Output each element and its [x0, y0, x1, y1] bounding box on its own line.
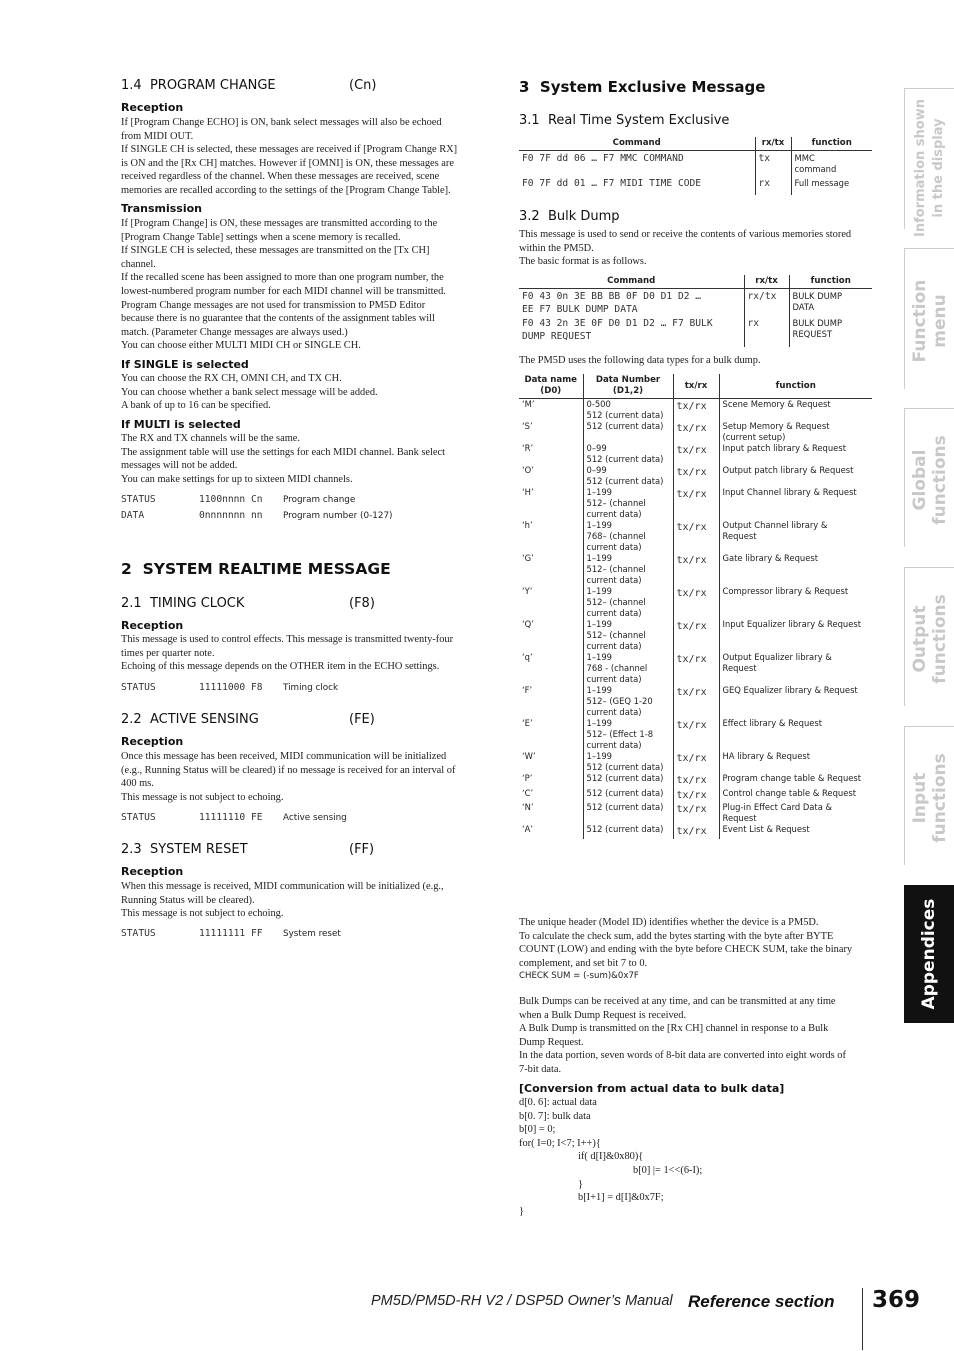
column-header: function [791, 137, 872, 151]
multi-label: If MULTI is selected [121, 418, 241, 431]
single-text [121, 372, 378, 413]
data-name-cell: ‘O’ [522, 465, 534, 475]
text-line: 512 (current data) [586, 802, 664, 812]
text-line: You can choose whether a bank select message will be added. [121, 386, 378, 398]
data-number-cell [583, 718, 673, 751]
section-1-4-heading: 1.4 PROGRAM CHANGE (Cn) [121, 78, 377, 93]
text-line: Request [722, 813, 757, 823]
text-line: When this message is received, MIDI communication will be initialized (e.g., [121, 881, 444, 892]
txrx-cell: tx/rx [673, 619, 719, 652]
code-line: b[0. 7]: bulk data [519, 1110, 591, 1122]
function-cell [719, 824, 872, 839]
text-line: Program change table & Request [722, 773, 862, 783]
data-number-cell [583, 802, 673, 824]
text-line: 768 - (channel [586, 663, 648, 673]
tab-label: Information shown in the display [913, 99, 946, 237]
text-line: 512 (current data) [586, 773, 664, 783]
txrx-cell: tx/rx [673, 751, 719, 773]
text-line: current data) [586, 608, 642, 618]
text-line: current data) [586, 575, 642, 585]
txrx-cell: tx/rx [673, 586, 719, 619]
transmission-label: Transmission [121, 202, 203, 215]
text-line: 0–99 [586, 443, 607, 453]
text-line: If [Program Change ECHO] is ON, bank select messages will also be echoed [121, 117, 442, 128]
column-header: Command [519, 137, 755, 151]
txrx-cell: tx/rx [673, 824, 719, 839]
text-line: memories are recalled according to the settings of the [Program Change Table]. [121, 184, 451, 196]
tab-global-functions[interactable] [904, 408, 954, 547]
text-line: Control change table & Request [722, 787, 857, 798]
text-line: times per quarter note. [121, 647, 215, 659]
section-3-heading: 3 System Exclusive Message [519, 78, 766, 96]
text-line: 7-bit data. [519, 1063, 562, 1075]
txrx-cell: tx/rx [673, 443, 719, 465]
tab-label: Function menu [910, 279, 950, 363]
data-name-cell: ‘F’ [522, 685, 533, 695]
function-cell [719, 553, 872, 586]
data-name-cell: ‘C’ [522, 787, 534, 798]
checksum-formula: CHECK SUM = (-sum)&0x7F [519, 971, 639, 981]
text-line: 0-500 [586, 399, 611, 409]
data-number-cell [583, 788, 673, 803]
text-line: Program Change messages are not used for transmission to PM5D Editor [121, 299, 426, 311]
tab-information-display[interactable] [904, 88, 954, 237]
text-line: 512– (channel [586, 630, 646, 640]
table-row [519, 652, 872, 685]
text-line: Effect library & Request [722, 718, 823, 728]
text-line: This message is used to send or receive the contents of various memories stored [519, 229, 852, 240]
table-row [519, 487, 872, 520]
function-cell [791, 151, 872, 179]
table-row [519, 685, 872, 718]
function-cell [719, 443, 872, 465]
text-line: DUMP REQUEST [522, 330, 592, 342]
data-name-cell: ‘R’ [522, 443, 534, 453]
table-row [519, 318, 872, 347]
text-line: Echoing of this message depends on the OTHER item in the ECHO settings. [121, 661, 440, 673]
data-name-cell: ‘W’ [522, 751, 536, 761]
text-line: F0 43 2n 3E 0F D0 D1 D2 … F7 BULK [522, 318, 713, 329]
text-line: 512 (current data) [586, 787, 664, 798]
text-line: If SINGLE CH is selected, these messages are received if [Program Change RX] [121, 144, 458, 156]
text-line: 1–199 [586, 685, 613, 695]
text-line: Compressor library & Request [722, 586, 849, 596]
function-cell [719, 619, 872, 652]
table-row [519, 465, 872, 487]
data-name-cell: ‘Y’ [522, 586, 533, 596]
text-line: 0–99 [586, 465, 607, 475]
table-row [519, 520, 872, 553]
reception-label: Reception [121, 101, 184, 114]
text-line: Once this message has been received, MIDI communication will be initialized [121, 751, 447, 762]
text-line: is ON and the [Rx CH] matches. However if [OMNI] is ON, these messages are [121, 157, 454, 169]
text-line: command [794, 164, 837, 174]
function-cell [719, 718, 872, 751]
data-name-cell: ‘S’ [522, 421, 533, 431]
text-line: tx/rx [684, 380, 708, 391]
text-line: Input patch library & Request [722, 443, 846, 453]
multi-text [121, 432, 445, 486]
text-line: Data name [524, 375, 578, 385]
text-line: GEQ Equalizer library & Request [722, 685, 858, 695]
command-cell: F0 7F dd 01 … F7 MIDI TIME CODE [522, 178, 702, 189]
text-line: 512 (current data) [586, 476, 664, 486]
text-line: To calculate the check sum, add the bytes starting with the byte after BYTE [519, 930, 834, 942]
text-line: COUNT (LOW) and ending with the byte before CHECK SUM, take the binary [519, 944, 853, 956]
text-line: (D1,2) [612, 386, 644, 396]
section-2-2-heading: 2.2 ACTIVE SENSING (FE) [121, 712, 375, 727]
data-number-cell [583, 685, 673, 718]
data-number-cell [583, 465, 673, 487]
txrx-cell: tx/rx [673, 421, 719, 443]
code-line: d[0. 6]: actual data [519, 1097, 597, 1108]
text-line: messages will not be added. [121, 460, 238, 472]
column-header: rx/tx [755, 137, 791, 151]
column-header: function [789, 275, 872, 289]
tab-label: Appendices [919, 898, 939, 1010]
text-line: You can make settings for up to sixteen MIDI channels. [121, 473, 353, 485]
text-line: If [Program Change] is ON, these messages are transmitted according to the [121, 218, 438, 229]
text-line: Running Status will be cleared). [121, 894, 255, 906]
text-line: MMC [794, 153, 815, 163]
data-name-cell: ‘E’ [522, 718, 533, 728]
table-row [519, 718, 872, 751]
code-line: b[I+1] = d[I]&0x7F; [578, 1192, 664, 1204]
text-line: Input Channel library & Request [722, 487, 857, 497]
text-line: current data) [586, 509, 642, 519]
section-2-3-heading: 2.3 SYSTEM RESET (FF) [121, 842, 375, 857]
text-line: Output Channel library & [722, 520, 828, 530]
footer-divider [862, 1288, 863, 1350]
data-number-cell [583, 421, 673, 443]
text-line: 512 (current data) [586, 410, 664, 420]
realtime-sysex-table [519, 137, 872, 195]
txrx-cell: tx/rx [673, 652, 719, 685]
conversion-label: [Conversion from actual data to bulk data] [519, 1082, 785, 1095]
reception-text [121, 116, 457, 198]
text-line: A bank of up to 16 can be specified. [121, 400, 271, 412]
text-line: 1–199 [586, 586, 613, 596]
function-cell [719, 520, 872, 553]
function-cell [719, 788, 872, 803]
tab-label: Output functions [910, 594, 950, 684]
text-line: 512– (channel [586, 564, 646, 574]
data-number-cell [583, 773, 673, 788]
text-line: 512– (channel [586, 597, 646, 607]
single-label: If SINGLE is selected [121, 358, 249, 371]
function-cell [719, 773, 872, 788]
text-line: A Bulk Dump is transmitted on the [Rx CH] channel in response to a Bulk [519, 1023, 829, 1035]
command-cell: F0 7F dd 06 … F7 MMC COMMAND [522, 153, 684, 164]
rxtx-cell: rx [755, 178, 791, 195]
table-row [519, 824, 872, 839]
text-line: (current setup) [722, 432, 786, 442]
transmission-text [121, 217, 446, 353]
function-cell [719, 802, 872, 824]
reception-label: Reception [121, 619, 184, 632]
function-cell [719, 465, 872, 487]
txrx-cell: tx/rx [673, 685, 719, 718]
table-row [519, 399, 872, 422]
txrx-cell: tx/rx [673, 788, 719, 803]
text-line: 1–199 [586, 553, 613, 563]
data-name-cell: ‘q’ [522, 652, 533, 662]
text-line: current data) [586, 674, 642, 684]
data-number-cell [583, 443, 673, 465]
column-header [673, 374, 719, 399]
text-line: 1–199 [586, 619, 613, 629]
txrx-cell: tx/rx [673, 553, 719, 586]
footer-manual-title: PM5D/PM5D-RH V2 / DSP5D Owner’s Manual [371, 1293, 673, 1309]
data-name-cell: ‘P’ [522, 773, 533, 783]
text-line: The unique header (Model ID) identifies whether the device is a PM5D. [519, 917, 819, 928]
text-line: from MIDI OUT. [121, 130, 194, 142]
function-cell [719, 487, 872, 520]
data-types-table [519, 374, 872, 839]
data-name-cell: ‘N’ [522, 802, 534, 812]
table-row [519, 586, 872, 619]
function-cell [719, 652, 872, 685]
table-row [519, 619, 872, 652]
table-row [519, 751, 872, 773]
text-line: The RX and TX channels will be the same. [121, 433, 300, 444]
function-cell [719, 399, 872, 422]
text-line: complement, and set bit 7 to 0. [519, 957, 648, 969]
function-cell [719, 586, 872, 619]
txrx-cell: tx/rx [673, 399, 719, 422]
text-line: Input Equalizer library & Request [722, 619, 862, 629]
text-line: You can choose either MULTI MIDI CH or SINGLE CH. [121, 340, 361, 352]
text-line: Bulk Dumps can be received at any time, and can be transmitted at any time [519, 996, 836, 1007]
active-sensing-text [121, 750, 455, 804]
code-line: if( d[I]&0x80){ [578, 1151, 644, 1163]
code-line: b[0] = 0; [519, 1124, 556, 1136]
txrx-cell: tx/rx [673, 802, 719, 824]
function-cell [719, 421, 872, 443]
text-line: REQUEST [792, 329, 833, 339]
text-line: 512– (Effect 1-8 [586, 729, 654, 739]
section-2-heading: 2 SYSTEM REALTIME MESSAGE [121, 560, 391, 578]
data-number-cell [583, 619, 673, 652]
text-line: Output Equalizer library & [722, 652, 832, 662]
text-line: received regardless of the channel. When these messages are received, scene [121, 171, 440, 183]
page-number: 369 [872, 1287, 921, 1313]
text-line: BULK DUMP [792, 291, 843, 301]
data-number-cell [583, 553, 673, 586]
text-line: Request [722, 531, 757, 541]
text-line: Request [722, 663, 757, 673]
model-id-text [519, 916, 852, 970]
bulk-dump-table [519, 275, 872, 347]
code-line: } [519, 1205, 524, 1217]
text-line: If the recalled scene has been assigned to more than one program number, the [121, 272, 444, 284]
function-cell [719, 685, 872, 718]
tab-appendices[interactable] [904, 885, 954, 1023]
data-types-intro: The PM5D uses the following data types for a bulk dump. [519, 355, 761, 366]
bulk-dump-notes [519, 995, 846, 1077]
tab-output-functions[interactable] [904, 567, 954, 706]
data-name-cell: ‘h’ [522, 520, 533, 530]
rxtx-cell: rx [744, 318, 789, 347]
txrx-cell: tx/rx [673, 487, 719, 520]
text-line: 512 (current data) [586, 454, 664, 464]
table-row [519, 151, 872, 179]
text-line: 512 (current data) [586, 762, 664, 772]
text-line: (e.g., Running Status will be cleared) if no message is received for an interval of [121, 764, 456, 776]
text-line: current data) [586, 641, 642, 651]
text-line: Dump Request. [519, 1036, 584, 1048]
table-row [519, 773, 872, 788]
tab-label: Input functions [910, 753, 950, 843]
column-header: rx/tx [744, 275, 789, 289]
data-name-cell: ‘A’ [522, 824, 534, 834]
code-line: b[0] |= 1<<(6-I); [633, 1164, 703, 1176]
text-line: This message is not subject to echoing. [121, 791, 284, 803]
timing-clock-text [121, 633, 453, 674]
data-number-cell [583, 487, 673, 520]
data-number-cell [583, 586, 673, 619]
column-header: Command [519, 275, 744, 289]
data-number-cell [583, 399, 673, 422]
text-line: current data) [586, 707, 642, 717]
text-line: when a Bulk Dump Request is received. [519, 1009, 687, 1021]
text-line: function [775, 380, 816, 391]
text-line: match. (Parameter Change messages are always used.) [121, 326, 348, 338]
function-cell [719, 751, 872, 773]
text-line: 512– (channel [586, 498, 646, 508]
data-name-cell: ‘H’ [522, 487, 534, 497]
text-line: 768– (channel [586, 531, 646, 541]
data-name-cell: ‘M’ [522, 399, 535, 409]
text-line: The assignment table will use the settings for each MIDI channel. Bank select [121, 446, 446, 458]
text-line: 1–199 [586, 520, 613, 530]
tab-function-menu[interactable] [904, 248, 954, 389]
text-line: 512 (current data) [586, 824, 664, 834]
table-row [519, 802, 872, 824]
txrx-cell: tx/rx [673, 718, 719, 751]
txrx-cell: tx/rx [673, 465, 719, 487]
txrx-cell: tx/rx [673, 520, 719, 553]
function-cell [789, 318, 872, 347]
column-header [519, 374, 583, 399]
section-3-2-heading: 3.2 Bulk Dump [519, 209, 620, 224]
text-line: If SINGLE CH is selected, these messages are transmitted on the [Tx CH] [121, 245, 430, 257]
code-line: } [578, 1178, 583, 1190]
table-row [519, 178, 872, 195]
text-line: Scene Memory & Request [722, 399, 831, 409]
text-line: 1–199 [586, 487, 613, 497]
code-line: for( I=0; I<7; I++){ [519, 1137, 601, 1149]
tab-input-functions[interactable] [904, 726, 954, 865]
text-line: EE F7 BULK DUMP DATA [522, 303, 638, 315]
section-3-1-heading: 3.1 Real Time System Exclusive [519, 113, 730, 128]
text-line: DATA [792, 302, 815, 312]
reception-label: Reception [121, 735, 184, 748]
system-reset-text [121, 880, 444, 921]
text-line: F0 43 0n 3E BB BB 0F D0 D1 D2 … [522, 291, 702, 302]
function-cell [791, 178, 872, 195]
text-line: You can choose the RX CH, OMNI CH, and TX CH. [121, 373, 342, 384]
footer-section: Reference section [688, 1292, 835, 1311]
data-name-cell: ‘G’ [522, 553, 534, 563]
rxtx-cell: tx [755, 151, 791, 179]
rxtx-cell: rx/tx [744, 289, 789, 319]
text-line: Setup Memory & Request [722, 421, 830, 431]
table-row [519, 788, 872, 803]
text-line: 1–199 [586, 652, 613, 662]
data-number-cell [583, 751, 673, 773]
text-line: 1–199 [586, 751, 613, 761]
text-line: HA library & Request [722, 751, 811, 761]
text-line: This message is used to control effects. This message is transmitted twenty-four [121, 634, 454, 645]
text-line: lowest-numbered program number for each MIDI channel will be transmitted. [121, 285, 446, 297]
text-line: Full message [794, 178, 850, 188]
text-line: [Program Change Table] settings when a scene memory is recalled. [121, 231, 401, 243]
text-line: BULK DUMP [792, 318, 843, 328]
text-line: Event List & Request [722, 824, 810, 834]
text-line: The basic format is as follows. [519, 256, 647, 268]
txrx-cell: tx/rx [673, 773, 719, 788]
tab-label: Global functions [910, 435, 950, 525]
text-line: (D0) [540, 386, 562, 396]
bulk-dump-intro [519, 228, 851, 269]
text-line: 400 ms. [121, 778, 154, 790]
text-line: 512– (GEQ 1-20 [586, 696, 653, 706]
data-number-cell [583, 652, 673, 685]
column-header [583, 374, 673, 399]
text-line: within the PM5D. [519, 242, 594, 254]
text-line: current data) [586, 740, 642, 750]
reception-label: Reception [121, 865, 184, 878]
command-cell [519, 289, 744, 319]
table-row [519, 443, 872, 465]
text-line: 512 (current data) [586, 421, 664, 431]
column-header [719, 374, 872, 399]
text-line: because there is no guarantee that the contents of the assignment tables will [121, 313, 435, 325]
text-line: 1–199 [586, 718, 613, 728]
text-line: channel. [121, 258, 156, 270]
text-line: Data Number [595, 375, 661, 385]
conversion-code [519, 1096, 702, 1218]
text-line: Plug-in Effect Card Data & [722, 802, 833, 812]
table-row [519, 553, 872, 586]
data-number-cell [583, 520, 673, 553]
data-name-cell: ‘Q’ [522, 619, 534, 629]
text-line: current data) [586, 542, 642, 552]
section-2-1-heading: 2.1 TIMING CLOCK (F8) [121, 596, 375, 611]
function-cell [789, 289, 872, 319]
text-line: This message is not subject to echoing. [121, 908, 284, 920]
command-cell [519, 318, 744, 347]
text-line: Output patch library & Request [722, 465, 854, 475]
table-row [519, 289, 872, 319]
table-row [519, 421, 872, 443]
data-number-cell [583, 824, 673, 839]
text-line: In the data portion, seven words of 8-bit data are converted into eight words of [519, 1050, 846, 1062]
text-line: Gate library & Request [722, 553, 819, 563]
